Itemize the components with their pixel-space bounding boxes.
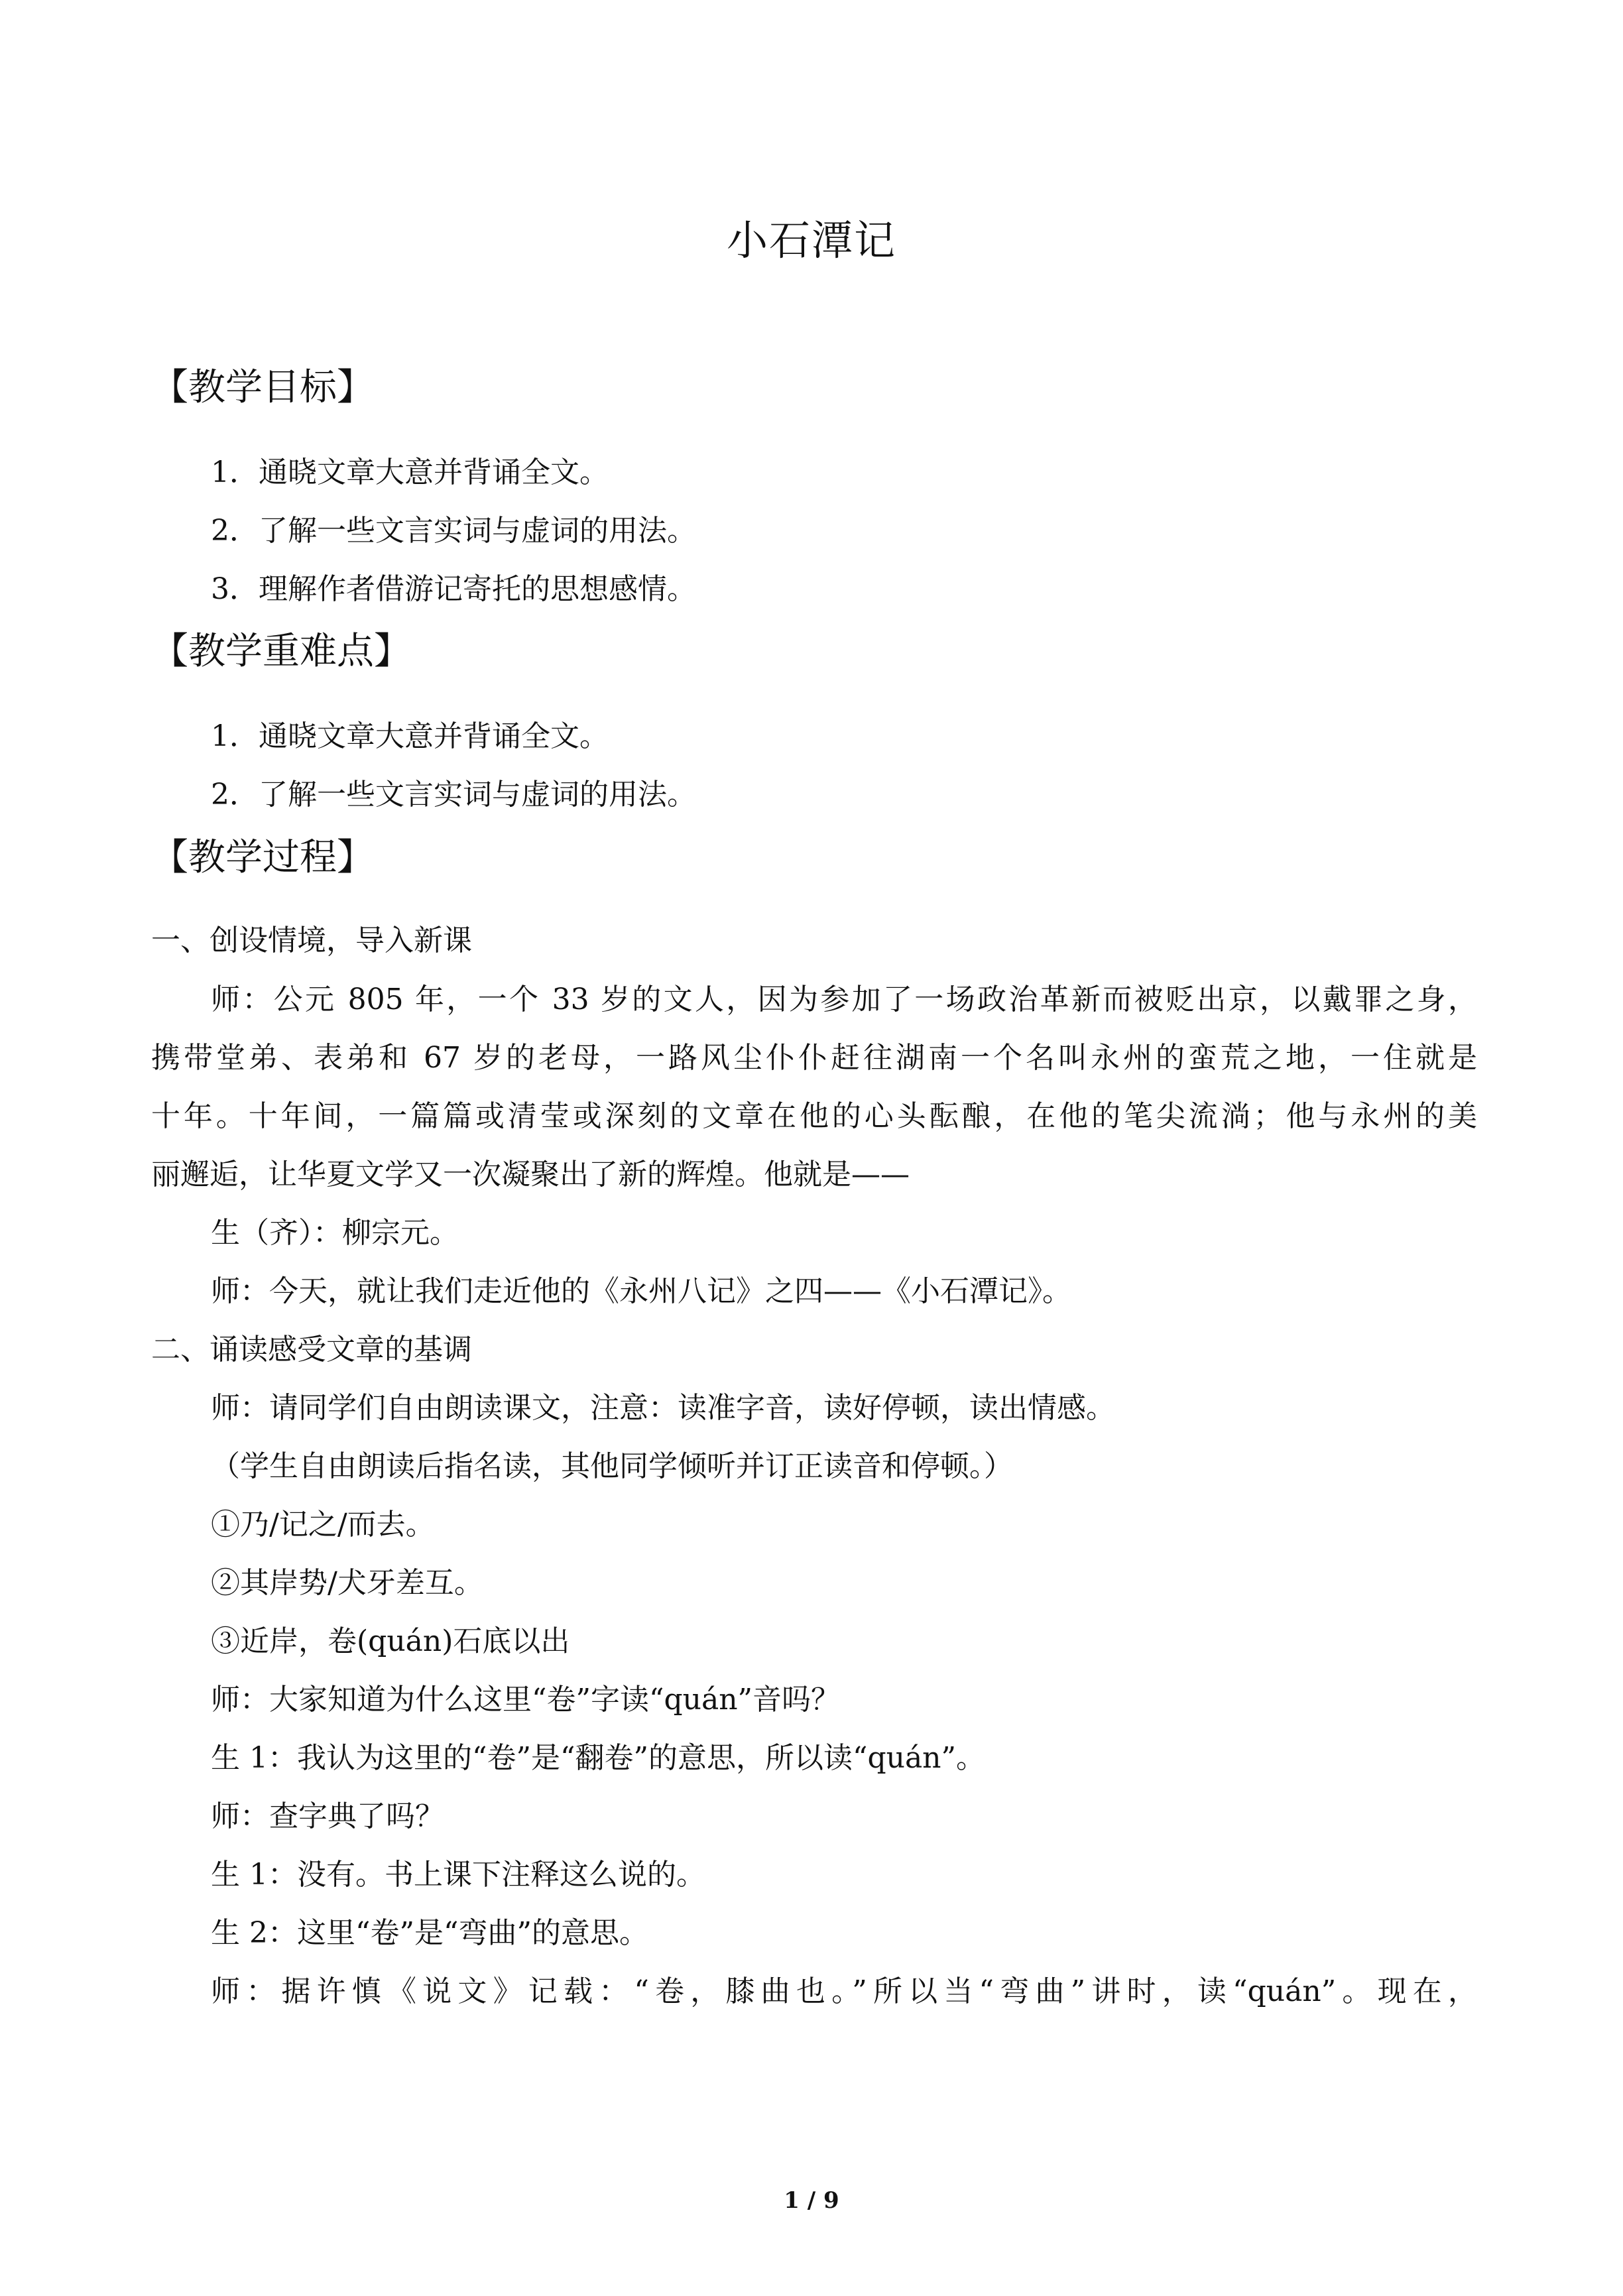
goal-item-1: 1．通晓文章大意并背诵全文。 — [211, 455, 609, 489]
heading-key-points: 【教学重难点】 — [151, 630, 411, 673]
example-line: ②其岸势/犬牙差互。 — [211, 1566, 483, 1600]
heading-teaching-process: 【教学过程】 — [151, 836, 374, 879]
dialogue-line: 师：大家知道为什么这里“卷”字读“quán”音吗？ — [211, 1683, 841, 1717]
page-title: 小石潭记 — [726, 216, 896, 265]
goal-item-3: 3．理解作者借游记寄托的思想感情。 — [211, 572, 696, 606]
dialogue-line: 师：查字典了吗？ — [211, 1799, 444, 1833]
dialogue-line: 生 1：我认为这里的“卷”是“翻卷”的意思，所以读“quán”。 — [211, 1741, 986, 1775]
dialogue-line: 师：据许慎《说文》记载：“卷，膝曲也。”所以当“弯曲”讲时，读“quán”。现在， — [211, 1974, 1477, 2008]
keypoint-item-2: 2．了解一些文言实词与虚词的用法。 — [211, 778, 696, 812]
section-title-1: 一、创设情境，导入新课 — [151, 924, 472, 957]
dialogue-line: 生 2：这里“卷”是“弯曲”的意思。 — [211, 1916, 648, 1950]
keypoint-item-1: 1．通晓文章大意并背诵全文。 — [211, 719, 609, 753]
heading-teaching-goals: 【教学目标】 — [151, 366, 374, 409]
paragraph-line: 携带堂弟、表弟和 67 岁的老母，一路风尘仆仆赶往湖南一个名叫永州的蛮荒之地，一住就是 — [151, 1041, 1477, 1075]
paragraph-line: 丽邂逅，让华夏文学又一次凝聚出了新的辉煌。他就是—— — [151, 1158, 910, 1191]
section-title-2: 二、诵读感受文章的基调 — [151, 1333, 472, 1366]
example-line: ①乃/记之/而去。 — [211, 1508, 435, 1541]
goal-item-2: 2．了解一些文言实词与虚词的用法。 — [211, 514, 696, 548]
paragraph-line: 师：公元 805 年，一个 33 岁的文人，因为参加了一场政治革新而被贬出京，以戴罪之身， — [211, 983, 1477, 1016]
paragraph-line: 十年。十年间，一篇篇或清莹或深刻的文章在他的心头酝酿，在他的笔尖流淌；他与永州的美 — [151, 1099, 1477, 1133]
note-line: （学生自由朗读后指名读，其他同学倾听并订正读音和停顿。） — [211, 1449, 1013, 1483]
example-line: ③近岸，卷(quán)石底以出 — [211, 1624, 570, 1658]
dialogue-line: 生 1：没有。书上课下注释这么说的。 — [211, 1858, 705, 1892]
page-number: 1 / 9 — [784, 2187, 839, 2214]
dialogue-line: 师：请同学们自由朗读课文，注意：读准字音，读好停顿，读出情感。 — [211, 1391, 1115, 1425]
dialogue-line: 生（齐）：柳宗元。 — [211, 1216, 459, 1250]
dialogue-line: 师：今天，就让我们走近他的《永州八记》之四——《小石潭记》。 — [211, 1274, 1071, 1308]
